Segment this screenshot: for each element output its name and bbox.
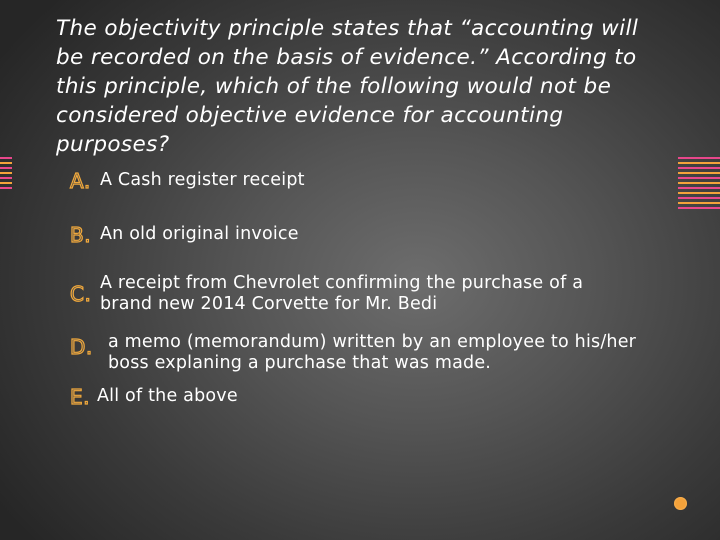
decorative-stripes-right (678, 157, 720, 209)
option-text: A receipt from Chevrolet confirming the purchase of a brand new 2014 Corvette for Mr. Bedi (100, 273, 584, 314)
option-letter: B. (70, 223, 92, 247)
option-c[interactable] (70, 273, 620, 315)
option-text: A Cash register receipt (100, 170, 305, 190)
option-b[interactable] (70, 224, 620, 246)
option-letter: E. (70, 385, 90, 409)
question-text: The objectivity principle states that “accounting will be recorded on the basis of evidence.” According to this principle, which of the following would not be considered objective evidence for accounting purposes? (56, 16, 639, 157)
option-text: a memo (memorandum) written by an employee to his/her boss explaning a purchase that was made. (108, 332, 637, 373)
option-letter: C. (70, 282, 92, 306)
decorative-stripes-left (0, 157, 12, 189)
option-text: All of the above (97, 386, 238, 406)
option-letter: D. (70, 335, 93, 359)
option-a[interactable] (70, 170, 620, 192)
decorative-dot (674, 497, 687, 510)
option-letter: A. (70, 169, 91, 193)
option-e[interactable] (70, 386, 617, 408)
option-d[interactable] (70, 332, 648, 374)
option-text: An old original invoice (100, 224, 299, 244)
